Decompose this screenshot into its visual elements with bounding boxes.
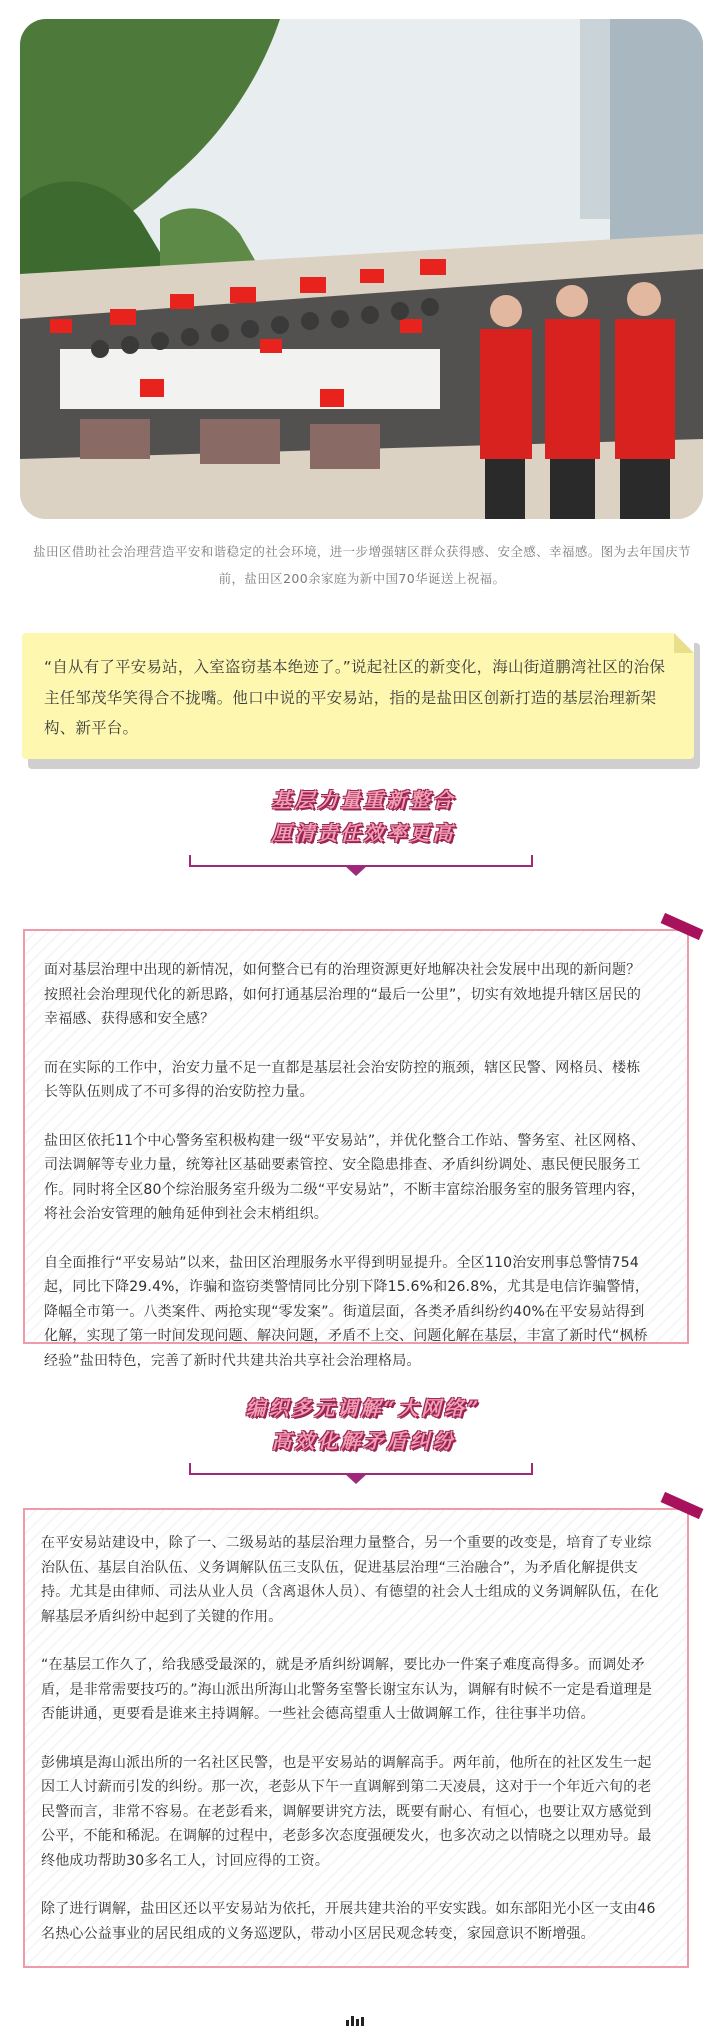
- section1-title-line1: 基层力量重新整合: [271, 788, 456, 812]
- section2-heading: [140, 1392, 587, 1458]
- section2-corner-tab: [661, 1492, 704, 1519]
- section1-paragraph: 盐田区依托11个中心警务室积极构建一级“平安易站”，并优化整合工作站、警务室、社区网格、司法调解等专业力量，统筹社区基础要素管控、安全隐患排查、矛盾纠纷调处、惠民便民服务工作。同时将全区80个综治服务室升级为二级“平安易站”，不断丰富综治服务室的服务管理内容，将社会治安管理的触角延伸到社会末梢组织。: [44, 1132, 646, 1222]
- section2-title-line1: 编织多元调解“大网络”: [245, 1396, 482, 1420]
- crowd-flag-photo: [20, 19, 703, 519]
- hero-photo: [20, 19, 703, 519]
- section1-box: [23, 929, 689, 1369]
- section1-corner-tab: [661, 913, 704, 940]
- section1-title-line2: 厘清责任效率更高: [271, 821, 456, 845]
- section1-paragraph: 面对基层治理中出现的新情况，如何整合已有的治理资源更好地解决社会发展中出现的新问题？按照社会治理现代化的新思路，如何打通基层治理的“最后一公里”，切实有效地提升辖区居民的幸福感、获得感和安全感？: [44, 962, 642, 1027]
- end-mark-icon: [346, 2016, 366, 2026]
- section2-paragraph: 除了进行调解，盐田区还以平安易站为依托，开展共建共治的平安实践。如东部阳光小区一支由46名热心公益事业的居民组成的义务巡逻队，带动小区居民观念转变，家园意识不断增强。: [41, 1901, 656, 1942]
- section2-paragraph: 在平安易站建设中，除了一、二级易站的基层治理力量整合，另一个重要的改变是，培育了专业综治队伍、基层自治队伍、义务调解队伍三支队伍，促进基层治理“三治融合”，为矛盾化解提供支持。尤其是由律师、司法从业人员（含离退休人员）、有德望的社会人士组成的义务调解队伍，在化解基层矛盾纠纷中起到了关键的作用。: [41, 1535, 659, 1625]
- intro-note: [22, 633, 694, 763]
- section1-paragraph: 自全面推行“平安易站”以来，盐田区治理服务水平得到明显提升。全区110治安刑事总警情754起，同比下降29.4%，诈骗和盗窃类警情同比分别下降15.6%和26.8%，尤其是电信诈骗警情，降幅全市第一。八类案件、两抢实现“零发案”。街道层面，各类矛盾纠纷约40%在平安易站得到化解，实现了第一时间发现问题、解决问题，矛盾不上交、问题化解在基层，丰富了新时代“枫桥经验”盐田特色，完善了新时代共建共治共享社会治理格局。: [44, 1254, 650, 1369]
- section1-paragraph: 而在实际的工作中，治安力量不足一直都是基层社会治安防控的瓶颈，辖区民警、网格员、楼栋长等队伍则成了不可多得的治安防控力量。: [44, 1059, 641, 1100]
- section1-heading-notch: [344, 865, 368, 876]
- section2-title-line2: 高效化解矛盾纠纷: [271, 1429, 456, 1453]
- note-corner-fold: [674, 633, 694, 653]
- photo-caption: 盐田区借助社会治理营造平安和谐稳定的社会环境，进一步增强辖区群众获得感、安全感、幸福感。图为去年国庆节前，盐田区200余家庭为新中国70华诞送上祝福。: [33, 544, 691, 586]
- section2-paragraph: “在基层工作久了，给我感受最深的，就是矛盾纠纷调解，要比办一件案子难度高得多。而调处矛盾，是非常需要技巧的。”海山派出所海山北警务室警长谢宝东认为，调解有时候不一定是看道理是否能讲通，更要看是谁来主持调解。一些社会德高望重人士做调解工作，往往事半功倍。: [41, 1657, 653, 1722]
- section2-paragraph: 彭佛填是海山派出所的一名社区民警，也是平安易站的调解高手。两年前，他所在的社区发生一起因工人讨薪而引发的纠纷。那一次，老彭从下午一直调解到第二天凌晨，这对于一个年近六旬的老民警而言，非常不容易。在老彭看来，调解要讲究方法，既要有耐心、有恒心，也要让双方感觉到公平，不能和稀泥。在调解的过程中，老彭多次态度强硬发火，也多次动之以情晓之以理劝导。最终他成功帮助30多名工人，讨回应得的工资。: [41, 1754, 652, 1869]
- section2-box: [23, 1508, 689, 1968]
- section1-heading: [140, 784, 587, 850]
- intro-quote: “自从有了平安易站，入室盗窃基本绝迹了。”说起社区的新变化，海山街道鹏湾社区的治保主任邹茂华笑得合不拢嘴。他口中说的平安易站，指的是盐田区创新打造的基层治理新架构、新平台。: [44, 658, 666, 737]
- section2-heading-notch: [344, 1473, 368, 1484]
